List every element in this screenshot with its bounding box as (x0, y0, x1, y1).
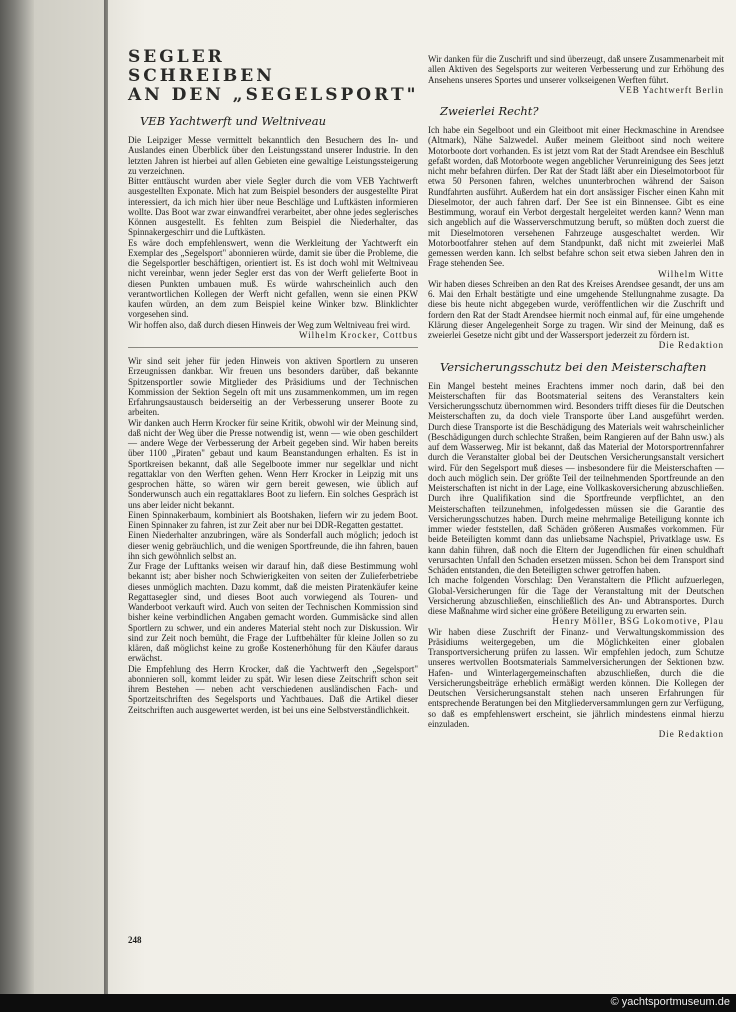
page-number: 248 (128, 935, 142, 945)
paragraph: Die Leipziger Messe vermittelt bekanntlich den Besuchern des In- und Auslandes einen Überblick über den Leistungsstand unserer Industrie. In den letzten Jahren ist hierbei auf allen Gebieten eine gewaltige Leistungssteigerung zu verzeichnen. (128, 135, 418, 176)
signature: Die Redaktion (658, 340, 724, 351)
signature: VEB Yachtwerft Berlin (618, 84, 724, 95)
article-heading: Zweierlei Recht? (440, 104, 539, 118)
paragraph: Es wäre doch empfehlenswert, wenn die Werkleitung der Yachtwerft ein Exemplar des „Segelsport" abonnieren würde, damit sie über die Probleme, die die Segelsportler beschäftigen, orientiert ist. Es ist doch wohl mit Weltniveau nicht vereinbar, wenn jeder Segler erst das von der Werft gelieferte Boot in diesen Punkten umbauen muß. Es würde wahrscheinlich auch den verantwortlichen Kollegen der Werft nicht gefallen, wenn sie einen PKW kaufen würden, an dem zum Beispiel keine Winker bzw. Blinklichter vorgesehen sind. (128, 237, 418, 320)
paragraph: Wir haben dieses Schreiben an den Rat des Kreises Arendsee gesandt, der uns am 6. Mai den Erhalt bestätigte und eine umgehende Stellungnahme zusagte. Da diese bis heute nicht abgegeben wurde, veröffentlichen wir die Zuschrift und fordern den Rat der Stadt Arendsee hiermit noch einmal auf, für eine umgehende Klärung dieser Angelegenheit Sorge zu tragen. Wir sind der Meinung, daß es zweierlei Gesetze nicht gibt und der Wassersport jederzeit zu fördern ist. (428, 278, 724, 340)
credit-text: © yachtsportmuseum.de (610, 996, 730, 1008)
signature: Die Redaktion (658, 729, 724, 739)
paragraph: Wir danken auch Herrn Krocker für seine Kritik, obwohl wir der Meinung sind, daß nicht der Weg über die Presse notwendig ist, wenn — wie oben geschildert — andere Wege der Verbesserung der Arbeit gegeben sind. Wir haben bereits über 1100 „Piraten" gebaut und kaum Beanstandungen erhalten. Es ist in Sportkreisen bekannt, daß alle Segelboote immer nur segelklar und nicht regattaklar von den Werften gehen. Wenn Herr Krocker in Leipzig mit uns gesprochen hätte, so wären wir gern bereit gewesen, wie üblich auf Sonderwunsch auch ein regattaklares Boot zu liefern. Ein solches Gespräch ist uns aber leider nicht bekannt. (128, 417, 418, 510)
paragraph: Ich mache folgenden Vorschlag: Den Veranstaltern die Pflicht aufzuerlegen, Global-Versicherungen für die Tage der Veranstaltung mit der Deutschen Versicherung abzuschließen, einschließlich des An- und Abtransportes. Durch diese Maßnahme wird sicher eine größere Beteiligung zu erwarten sein. (428, 575, 724, 616)
signature: Wilhelm Krocker, Cottbus (298, 329, 418, 340)
signature: Wilhelm Witte (658, 268, 724, 279)
paragraph: Zur Frage der Lufttanks weisen wir darauf hin, daß diese Bestimmung wohl bekannt ist; aber bisher noch Schwierigkeiten von seiten der Zulieferbetriebe dieses unmöglich machten. Dazu kommt, daß die meisten Piratenkäufer keine Regattasegler sind, und dieses Boot auch vorwiegend als Touren- und Wanderboot verkauft wird. Auch von seiten der Technischen Kommission sind bisher keine verbindlichen Angaben gemacht worden. Gummisäcke sind allen Sportlern zu schwer, und ein anderes Material steht noch zur Diskussion. Wir sind zur Zeit noch bemüht, die Frage der Luftbehälter für kleine Jollen so zu klären, daß möglichst keine zu große Kostenerhöhung für den Käufer daraus erwächst. (128, 561, 418, 664)
footer-bar (0, 994, 736, 1012)
paragraph: Wir sind seit jeher für jeden Hinweis von aktiven Sportlern zu unseren Erzeugnissen dankbar. Wir freuen uns besonders darüber, daß bekannte Spitzensportler sowie Mitglieder des Präsidiums und der Technischen Kommission der Sektion Segeln oft mit uns zusammenkommen, um im regen Erfahrungsaustausch beiderseitig an der Verbesserung unserer Boote zu arbeiten. (128, 356, 418, 418)
paragraph: Wir haben diese Zuschrift der Finanz- und Verwaltungskommission des Präsidiums weitergegeben, um die Möglichkeiten einer globalen Transportversicherung prüfen zu lassen. Wir empfehlen jedoch, zum Schutze unseres wertvollen Bootsmaterials Sammelversicherungen der Sektionen bzw. Hafen- und Winterlagergemeinschaften abzuschließen, durch die die Versicherungsbeiträge erheblich ermäßigt werden können. Die Kollegen der Deutschen Versicherungsanstalt stehen nach unseren Erfahrungen für entsprechende Beratungen bei den Mitgliederversammlungen gern zur Verfügung, so daß es empfehlenswert erscheint, sie jährlich mindestens einmal hierzu einzuladen. (428, 626, 724, 729)
title-line: AN DEN „SEGELSPORT" (128, 85, 419, 105)
paragraph: Wir hoffen also, daß durch diesen Hinweis der Weg zum Weltniveau frei wird. (128, 319, 411, 330)
paragraph: Bitter enttäuscht wurden aber viele Segler durch die vom VEB Yachtwerft ausgestellten Exponate. Mich hat zum Beispiel besonders der ausgestellte Pirat interessiert, da ich mich hier über neue Beschläge und Luftkästen informieren wollte. Das Boot war zwar einwandfrei verarbeitet, aber ohne jedes seglerisches Können ausgestellt. Es fehlten zum Beispiel die Niederhalter, das Spinnakergeschirr und die Luftkästen. (128, 176, 418, 238)
paragraph: Ein Mangel besteht meines Erachtens immer noch darin, daß bei den Meisterschaften für das Bootsmaterial seitens des Veranstalters kein Versicherungsschutz übernommen wird. Besonders trifft dieses für die Deutschen Meisterschaften zu, da doch viele Transporte über Land ausgeführt werden. Durch diese Transporte ist die Beschädigung des Materials weit wahrscheinlicher (Beschädigungen durch schlechte Straßen, beim Rangieren auf der Bahn usw.) als auf dem Wasserweg. Mir ist bekannt, daß das Material der Motorsportrennfahrer durch die Veranstalter global bei der Deutschen Versicherungsanstalt versichert wird. Für den Segelsport muß dieses — insbesondere für die Meisterschaften — doch auch möglich sein. Der größte Teil der teilnehmenden Sportfreunde an den Meisterschaften ist nicht in der Lage, eine Vollkaskoversicherung abzuschließen. Durch ihre Qualifikation sind die Sportfreunde verpflichtet, an den Meisterschaften teilzunehmen, infolgedessen müssen sie die Garantie des Versicherungsschutzes haben. Durch meine mehrmalige Beteiligung konnte ich immer wieder feststellen, daß Schäden größeren Ausmaßes vorkommen. Für beide Beteiligten kommt dann das unliebsame Nachspiel, Privatklage usw. Es kann dahin führen, daß noch die Eltern der Jugendlichen für einen schuldhaft verursachten Unfall den Schaden ersetzen müssen. Schon bei dem Transport sind Schäden entstanden, die den Beteiligten schwer getroffen haben. (428, 380, 724, 575)
right-column (428, 54, 724, 739)
divider (128, 347, 418, 348)
paragraph: Einen Spinnakerbaum, kombiniert als Bootshaken, liefern wir zu jedem Boot. Einen Spinnaker zu fahren, ist zur Zeit aber nur bei DDR-Regatten gestattet. (128, 509, 418, 530)
paragraph: Einen Niederhalter anzubringen, wäre als Sonderfall auch möglich; jedoch ist dieser wenig gebräuchlich, und die wenigen Sportfreunde, die ihn fahren, bauen ihn sich gewöhnlich selbst an. (128, 530, 418, 561)
title-line: SCHREIBEN (128, 66, 275, 86)
paragraph: Ich habe ein Segelboot und ein Gleitboot mit einer Heckmaschine in Arendsee (Altmark), Nähe Salzwedel. Außer meinem Gleitboot sind noch weitere Motorboote dort vorhanden. Es ist jetzt vom Rat der Stadt Arendsee ein Beschluß gefaßt worden, daß Motorboote wegen angeblicher Verunreinigung des Sees jetzt nicht mehr befahren dürfen. Der Rat der Stadt läßt aber ein Dieselmotorboot für etwa 50 Personen fahren, welches ununterbrochen während der Saison Rundfahrten ausführt. Außerdem hat ein dort ansässiger Fischer einen Kahn mit Dieselmotor, der auch fahren darf. Der See ist ein Binnensee. Gibt es eine Bestimmung, worauf ein Verbot dergestalt hergeleitet werden kann? Wenn man sich angeblich auf die Wasserverschmutzung beruft, so müßten doch zuerst die mit Dieselmotoren versehenen Fahrzeuge ausgeschaltet werden. Wir Motorbootfahrer stehen auf dem Standpunkt, daß nicht mit zweierlei Maß gemessen werden kann. Ich selbst befahre schon seit etwa sieben Jahren den in Frage stehenden See. (428, 125, 724, 269)
left-column (128, 48, 418, 715)
paragraph: Wir danken für die Zuschrift und sind überzeugt, daß unsere Zusammenarbeit mit allen Aktiven des Segelsports zur weiteren Verbesserung und zur Erhöhung des Ansehens unseres Sportes und unserer volkseigenen Werften führt. (428, 54, 724, 85)
title-line: SEGLER (128, 47, 225, 67)
signature: Henry Möller, BSG Lokomotive, Plau (552, 616, 724, 627)
paragraph: Die Empfehlung des Herrn Krocker, daß die Yachtwerft den „Segelsport" abonnieren soll, kommt leider zu spät. Wir lesen diese Zeitschrift schon seit ihrem Bestehen — neben acht verschiedenen ausländischen Fach- und Sportzeitschriften des Segelsports und Yachtbaues. Daß die Artikel dieser Zeitschriften auch ausgewertet werden, ist bei uns eine Selbstverständlichkeit. (128, 663, 418, 715)
page-title (128, 48, 418, 105)
article-heading: Versicherungsschutz bei den Meisterschaften (440, 359, 707, 374)
article-heading: VEB Yachtwerft und Weltniveau (140, 114, 326, 128)
book-edge-shadow (0, 0, 34, 1000)
